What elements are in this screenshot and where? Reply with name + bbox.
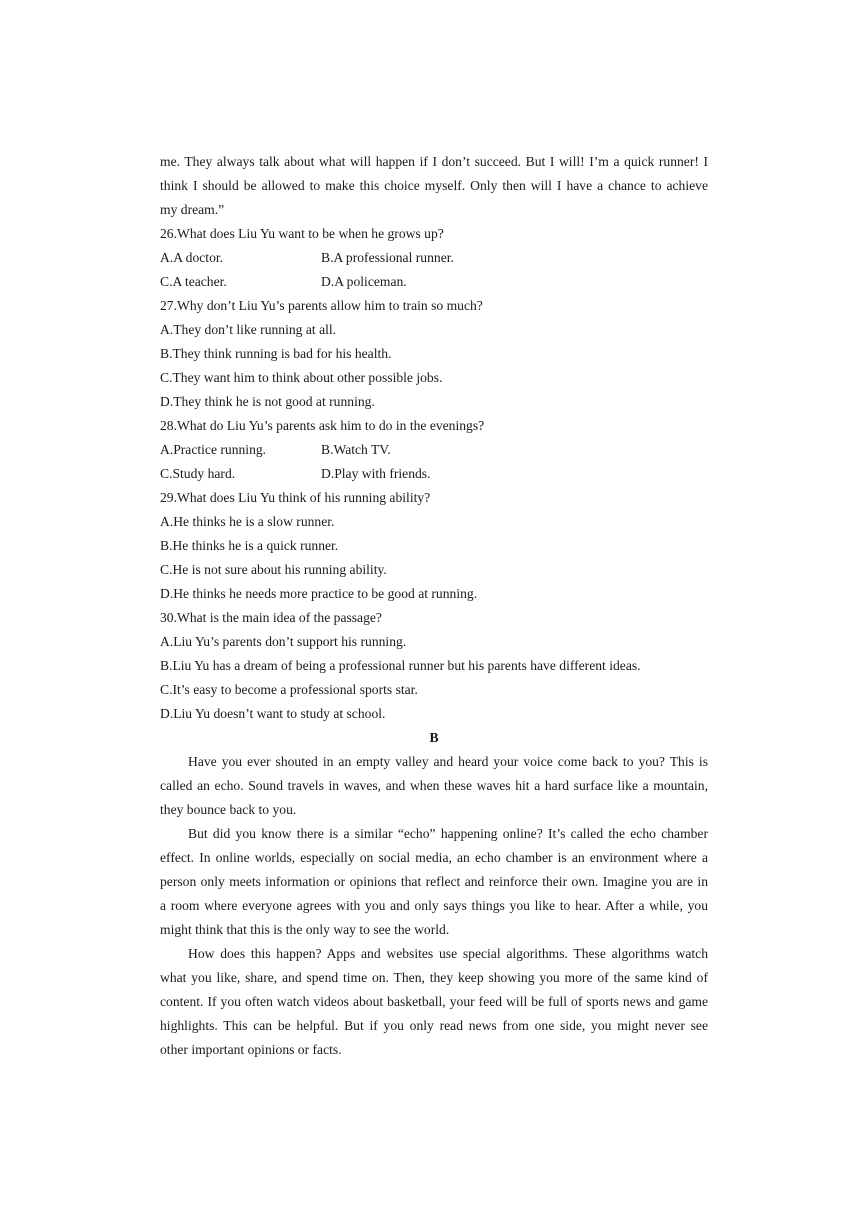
exam-page (160, 150, 708, 1062)
option-b: B.He thinks he is a quick runner. (160, 538, 339, 553)
paragraph-line: they bounce back to you. (160, 802, 297, 817)
passage-line: think I should be allowed to make this choice myself. Only then will I have a chance to achieve (160, 178, 708, 193)
paragraph-line: highlights. This can be helpful. But if you only read news from one side, you might never see (160, 1018, 708, 1033)
option-d: D.Liu Yu doesn’t want to study at school. (160, 706, 386, 721)
question-28 (160, 414, 708, 486)
passage-a-ending (160, 150, 708, 222)
paragraph-line: other important opinions or facts. (160, 1042, 342, 1057)
option-d: D.They think he is not good at running. (160, 394, 375, 409)
passage-line: my dream.” (160, 202, 225, 217)
paragraph-line: effect. In online worlds, especially on social media, an echo chamber is an environment where a (160, 850, 708, 865)
option-b: B.They think running is bad for his health. (160, 346, 392, 361)
paragraph-line: How does this happen? Apps and websites use special algorithms. These algorithms watch (188, 946, 708, 961)
option-c: C.They want him to think about other possible jobs. (160, 370, 443, 385)
option-c: C.Study hard. (160, 466, 236, 481)
option-d: D.He thinks he needs more practice to be good at running. (160, 586, 478, 601)
option-row (160, 270, 708, 294)
question-26 (160, 222, 708, 294)
question-29 (160, 486, 708, 606)
option-c: C.He is not sure about his running ability. (160, 562, 387, 577)
paragraph-line: might think that this is the only way to see the world. (160, 922, 450, 937)
option-a: A.A doctor. (160, 250, 224, 265)
paragraph-line: what you like, share, and spend time on. Then, they keep showing you more of the same kind of (160, 970, 708, 985)
question-stem: 26.What does Liu Yu want to be when he grows up? (160, 226, 444, 241)
option-row (160, 462, 708, 486)
paragraph-line: called an echo. Sound travels in waves, and when these waves hit a hard surface like a mountain, (160, 778, 708, 793)
option-row (160, 438, 708, 462)
option-a: A.He thinks he is a slow runner. (160, 514, 335, 529)
question-stem: 29.What does Liu Yu think of his running ability? (160, 490, 431, 505)
section-heading: B (429, 730, 439, 745)
paragraph-line: person only meets information or opinions that reflect and reinforce their own. Imagine you are in (160, 874, 708, 889)
question-stem: 30.What is the main idea of the passage? (160, 610, 382, 625)
passage-line: me. They always talk about what will happen if I don’t succeed. But I will! I’m a quick runner! I (160, 154, 708, 169)
option-c: C.It’s easy to become a professional sports star. (160, 682, 418, 697)
option-a: A.They don’t like running at all. (160, 322, 337, 337)
paragraph-line: But did you know there is a similar “echo” happening online? It’s called the echo chamber (188, 826, 708, 841)
option-a: A.Liu Yu’s parents don’t support his running. (160, 634, 407, 649)
option-b: B.Watch TV. (321, 442, 391, 457)
question-27 (160, 294, 708, 414)
question-30 (160, 606, 708, 726)
option-b: B.A professional runner. (321, 250, 454, 265)
option-b: B.Liu Yu has a dream of being a professional runner but his parents have different ideas. (160, 658, 641, 673)
option-d: D.A policeman. (321, 274, 407, 289)
option-d: D.Play with friends. (321, 466, 431, 481)
section-b-paragraph-3 (160, 942, 708, 1062)
paragraph-line: a room where everyone agrees with you and only says things you like to hear. After a while, you (160, 898, 708, 913)
question-stem: 27.Why don’t Liu Yu’s parents allow him to train so much? (160, 298, 483, 313)
option-row (160, 246, 708, 270)
option-a: A.Practice running. (160, 442, 267, 457)
paragraph-line: Have you ever shouted in an empty valley and heard your voice come back to you? This is (188, 754, 708, 769)
option-c: C.A teacher. (160, 274, 227, 289)
question-stem: 28.What do Liu Yu’s parents ask him to do in the evenings? (160, 418, 485, 433)
section-b-paragraph-2 (160, 822, 708, 942)
paragraph-line: content. If you often watch videos about basketball, your feed will be full of sports news and game (160, 994, 708, 1009)
section-b-paragraph-1 (160, 750, 708, 822)
